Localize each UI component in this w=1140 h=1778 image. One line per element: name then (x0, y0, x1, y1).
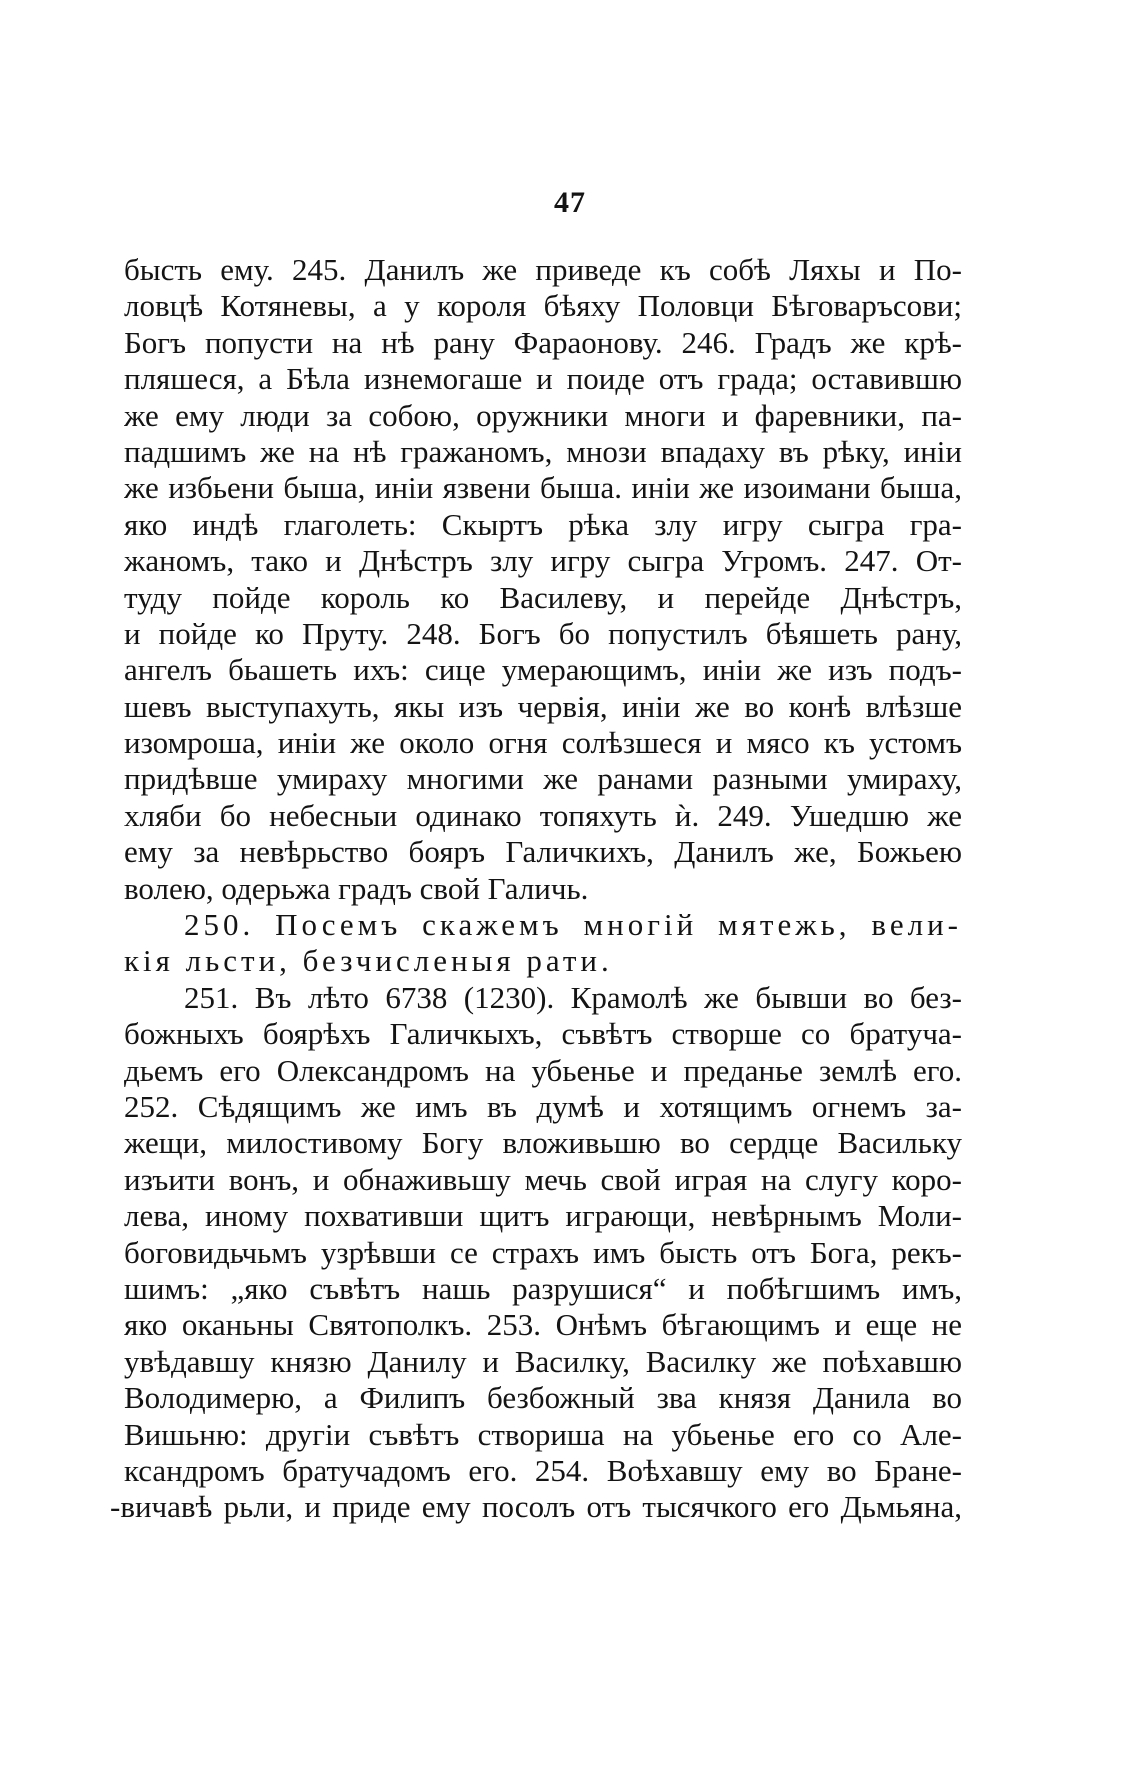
text-line: хляби бо небесныи одинако топяхуть ѝ. 249. Ушедшю же (124, 797, 962, 833)
text-line: кія льсти, безчисленыя рати. (124, 943, 613, 979)
text-line: увѣдавшу князю Данилу и Василку, Василку же поѣхавшю (124, 1343, 962, 1379)
paragraph-start-line: 251. Въ лѣто 6738 (1230). Крамолѣ же бывши во без- (184, 979, 962, 1015)
text-line: яко индѣ глаголеть: Скыртъ рѣка злу игру сыгра гра- (124, 506, 962, 542)
text-line: жаномъ, тако и Днѣстръ злу игру сыгра Угромъ. 247. От- (124, 543, 962, 579)
chronicle-text (110, 252, 962, 1526)
text-line: изомроша, иніи же около огня солѣзшеся и мясо къ устомъ (124, 725, 962, 761)
text-line: боговидьчьмъ узрѣвши се страхъ имъ бысть отъ Бога, рекъ- (124, 1234, 962, 1270)
text-line: Вишьню: другіи съвѣтъ створиша на убьенье его со Але- (124, 1416, 962, 1452)
text-line: и пойде ко Пруту. 248. Богъ бо попустилъ бѣяшеть рану, (124, 615, 962, 651)
paragraph-start-line: 250. Посемъ скажемъ многій мятежь, вели- (184, 907, 962, 943)
text-line: ловцѣ Котяневы, а у короля бѣяху Половци Бѣговаръсови; (124, 288, 962, 324)
text-line: Володимерю, а Филипъ безбожный зва князя Данила во (124, 1380, 962, 1416)
text-line: падшимъ же на нѣ гражаномъ, мнози впадаху въ рѣку, иніи (124, 433, 962, 469)
text-line: бысть ему. 245. Данилъ же приведе къ собѣ Ляхы и По- (124, 252, 962, 287)
text-line: волею, одерьжа градъ свой Галичь. (124, 870, 589, 906)
text-line: дьемъ его Олександромъ на убьенье и преданье землѣ его. (124, 1052, 962, 1088)
text-line: пляшеся, а Бѣла изнемогаше и поиде отъ града; оставившю (124, 361, 962, 397)
text-line: туду пойде король ко Василеву, и перейде Днѣстръ, (124, 579, 962, 615)
text-line: ангелъ бьашеть ихъ: сице умерающимъ, иніи же изъ подъ- (124, 652, 962, 688)
text-line: ксандромъ братучадомъ его. 254. Воѣхавшу ему во Бране- (124, 1452, 962, 1488)
text-line: жещи, милостивому Богу вложивьшю во сердце Васильку (124, 1125, 962, 1161)
text-line: -вичавѣ рьли, и приде ему посолъ отъ тысячкого его Дьмьяна, (110, 1489, 962, 1525)
text-line: же ему люди за собою, оружники многи и фаревники, па- (124, 397, 962, 433)
text-line: божныхъ боярѣхъ Галичкыхъ, съвѣтъ створше со братуча- (124, 1016, 962, 1052)
text-line: ему за невѣрьство бояръ Галичкихъ, Данилъ же, Божьею (124, 834, 962, 870)
text-line: Богъ попусти на нѣ рану Фараонову. 246. Градъ же крѣ- (124, 324, 962, 360)
text-line: шимъ: „яко съвѣтъ нашь разрушися“ и побѣгшимъ имъ, (124, 1270, 962, 1306)
text-line: лева, иному похвативши щитъ играющи, невѣрнымъ Моли- (124, 1198, 962, 1234)
text-line: шевъ выступахуть, якы изъ червія, иніи же во конѣ влѣзше (124, 688, 962, 724)
text-line: же избьени быша, иніи язвени быша. иніи же изоимани быша, (124, 470, 962, 506)
text-line: 252. Сѣдящимъ же имъ въ думѣ и хотящимъ огнемъ за- (124, 1088, 962, 1124)
text-line: изъити вонъ, и обнаживьшу мечь свой играя на слугу коро- (124, 1161, 962, 1197)
text-line: яко оканьны Святополкъ. 253. Онѣмъ бѣгающимъ и еще не (124, 1307, 962, 1343)
page-number: 47 (554, 186, 586, 219)
text-line: придѣвше умираху многими же ранами разными умираху, (124, 761, 962, 797)
